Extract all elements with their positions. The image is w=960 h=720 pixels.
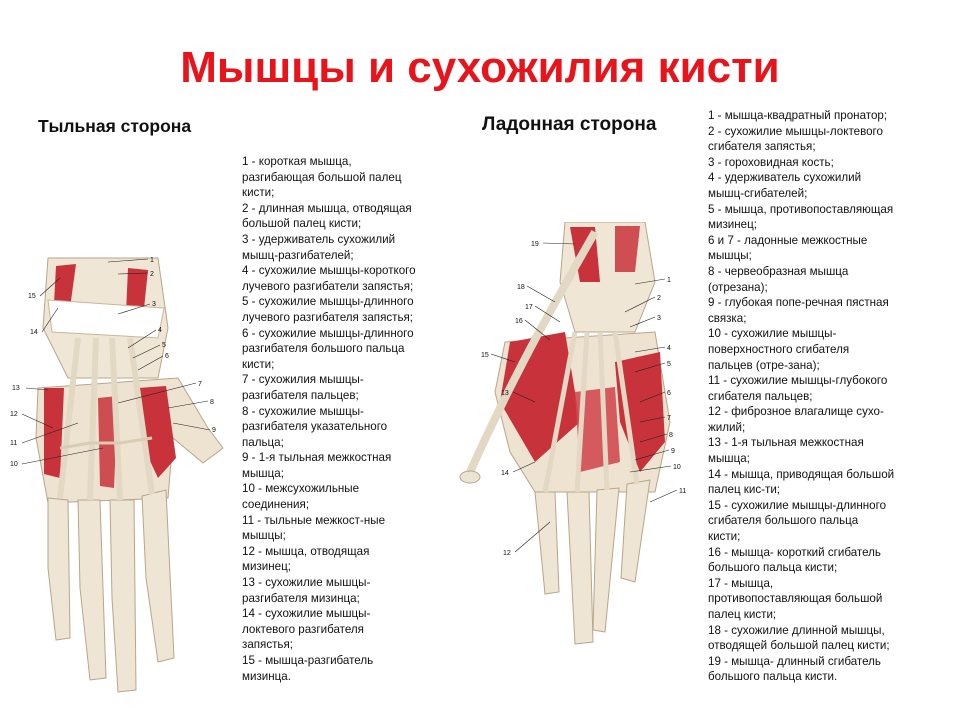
dorsal-hand-illustration [8,238,240,720]
dorsal-legend-line: 13 - сухожилие мышцы- [242,576,371,590]
palmar-legend-line: 18 - сухожилие длинной мышцы, [708,623,885,637]
dorsal-label-12: 12 [10,411,18,418]
dorsal-label-4: 4 [158,327,162,334]
palmar-legend-line: сгибателя большого пальца [708,514,859,528]
palmar-label-8: 8 [669,432,673,439]
palmar-legend-line: 9 - глубокая попе-речная пястная [708,296,889,310]
dorsal-label-7: 7 [198,381,202,388]
dorsal-legend-line: 5 - сухожилие мышцы-длинного [242,295,414,309]
dorsal-legend-line: 1 - короткая мышца, [242,155,352,168]
palmar-label-13: 13 [501,390,509,397]
dorsal-legend-line: 7 - сухожилия мышцы- [242,373,364,387]
palmar-legend-line: (отрезана); [708,280,768,294]
palmar-label-6: 6 [667,390,671,397]
dorsal-legend-line: 10 - межсухожильные [242,482,360,496]
palmar-label-16: 16 [515,318,523,325]
dorsal-legend-line: разгибающая большой палец [242,170,402,184]
palmar-label-7: 7 [667,415,671,422]
palmar-label-11: 11 [679,488,687,495]
palmar-legend-line: мышцы; [708,249,752,263]
palmar-legend-line: противопоставляющая большой [708,592,883,606]
dorsal-legend-line: пальца; [242,435,284,449]
dorsal-legend-line: мышц-разгибателей; [242,248,354,262]
palmar-legend-line: палец кис-ти; [708,483,781,497]
palmar-legend-line: 4 - удерживатель сухожилий [708,171,862,185]
dorsal-legend-line: большой палец кисти; [242,217,362,231]
palmar-legend-line: поверхностного сгибателя [708,342,850,356]
palmar-label-10: 10 [673,464,681,471]
palmar-label-19: 19 [531,241,539,248]
dorsal-label-9: 9 [212,427,216,434]
palmar-legend-line: 1 - мышца-квадратный пронатор; [708,109,888,122]
dorsal-legend-line: лучевого разгибатели запястья; [242,279,414,293]
palmar-label-14: 14 [501,470,509,477]
palmar-legend-line: мизинец; [708,218,757,232]
dorsal-legend-line: разгибателя большого пальца [242,342,405,356]
slide-title: Мышцы и сухожилия кисти [180,43,780,92]
palmar-legend-line: отводящей большой палец кисти; [708,639,890,653]
palmar-legend-line: 6 и 7 - ладонные межкостные [708,233,868,247]
dorsal-legend-line: 14 - сухожилие мышцы- [242,607,371,621]
palmar-label-3: 3 [657,315,661,322]
dorsal-legend-line: мышца; [242,466,284,480]
palmar-legend-line: 2 - сухожилие мышцы-локтевого [708,124,883,138]
dorsal-legend-line: кисти; [242,357,275,371]
dorsal-legend-line: кисти; [242,186,275,200]
dorsal-label-11: 11 [10,440,18,447]
palmar-legend-line: большого пальца кисти. [708,670,838,684]
dorsal-legend-line: лучевого разгибателя запястья; [242,310,413,324]
palmar-label-9: 9 [671,448,675,455]
palmar-legend-line: 16 - мышца- короткий сгибатель [708,545,881,559]
dorsal-label-10: 10 [10,461,18,468]
palmar-label-2: 2 [657,295,661,302]
dorsal-hand-shape [36,258,223,692]
palmar-legend-line: 17 - мышца, [708,576,774,590]
dorsal-label-1: 1 [150,257,154,264]
dorsal-legend-line: локтевого разгибателя [242,622,364,636]
dorsal-heading: Тыльная сторона [38,116,192,136]
palmar-label-4: 4 [667,345,671,352]
dorsal-label-6: 6 [165,353,169,360]
palmar-legend-line: 19 - мышца- длинный сгибатель [708,654,881,668]
palmar-legend-line: 5 - мышца, противопоставляющая [708,202,894,216]
palmar-legend-line: мышца; [708,452,750,466]
palmar-legend-line: 3 - гороховидная кость; [708,155,834,169]
palmar-label-1: 1 [667,277,671,284]
dorsal-label-13: 13 [12,385,20,392]
dorsal-label-15: 15 [28,293,36,300]
dorsal-legend [242,154,447,684]
palmar-legend-line: кисти; [708,530,741,544]
dorsal-legend-line: соединения; [242,498,310,512]
dorsal-legend-line: запястья; [242,638,293,652]
dorsal-legend-line: мизинец; [242,560,291,574]
dorsal-legend-line: 9 - 1-я тыльная межкостная [242,451,392,465]
palmar-legend-line: 15 - сухожилие мышцы-длинного [708,498,887,512]
palmar-legend-line: большого пальца кисти; [708,561,838,575]
dorsal-label-5: 5 [162,342,166,349]
palmar-heading: Ладонная сторона [482,114,657,135]
palmar-label-5: 5 [667,361,671,368]
dorsal-legend-line: 2 - длинная мышца, отводящая [242,201,412,215]
dorsal-legend-line: 15 - мышца-разгибатель [242,654,374,667]
dorsal-label-14: 14 [30,329,38,336]
palmar-legend-line: 14 - мышца, приводящая большой [708,467,895,481]
palmar-legend [708,108,930,685]
dorsal-legend-line: 12 - мышца, отводящая [242,544,370,558]
palmar-legend-line: сгибателя пальцев; [708,389,813,403]
dorsal-label-3: 3 [152,301,156,308]
palmar-legend-line: 11 - сухожилие мышцы-глубокого [708,374,888,388]
dorsal-legend-line: разгибателя указательного [242,420,388,434]
dorsal-legend-line: 3 - удерживатель сухожилий [242,232,396,246]
palmar-label-15: 15 [481,352,489,359]
palmar-legend-line: жилий; [708,420,746,434]
palmar-legend-line: палец кисти; [708,608,777,621]
palmar-legend-line: мышц-сгибателей; [708,186,808,200]
palmar-legend-line: 8 - червеобразная мышца [708,264,849,278]
dorsal-label-2: 2 [150,271,154,278]
palmar-legend-line: сгибателя запястья; [708,140,816,154]
dorsal-legend-line: мизинца. [242,669,291,683]
palmar-label-17: 17 [525,304,533,311]
palmar-hand-shape [460,222,670,644]
dorsal-legend-line: разгибателя пальцев; [242,388,359,402]
dorsal-label-8: 8 [210,399,214,406]
palmar-hand-illustration [455,222,700,700]
dorsal-legend-line: 8 - сухожилие мышцы- [242,404,364,418]
dorsal-legend-line: 11 - тыльные межкост-ные [242,513,386,527]
palmar-legend-line: пальцев (отре-зана); [708,358,820,372]
palmar-legend-line: 10 - сухожилие мышцы- [708,327,837,341]
palmar-legend-line: связка; [708,311,747,325]
dorsal-legend-line: 4 - сухожилие мышцы-короткого [242,264,416,278]
dorsal-legend-line: 6 - сухожилие мышцы-длинного [242,326,414,340]
dorsal-legend-line: мышцы; [242,529,286,543]
palmar-legend-line: 13 - 1-я тыльная межкостная [708,436,864,450]
palmar-label-18: 18 [517,284,525,291]
palmar-label-12: 12 [503,550,511,557]
palmar-legend-line: 12 - фиброзное влагалище сухо- [708,405,884,419]
dorsal-legend-line: разгибателя мизинца; [242,591,360,605]
